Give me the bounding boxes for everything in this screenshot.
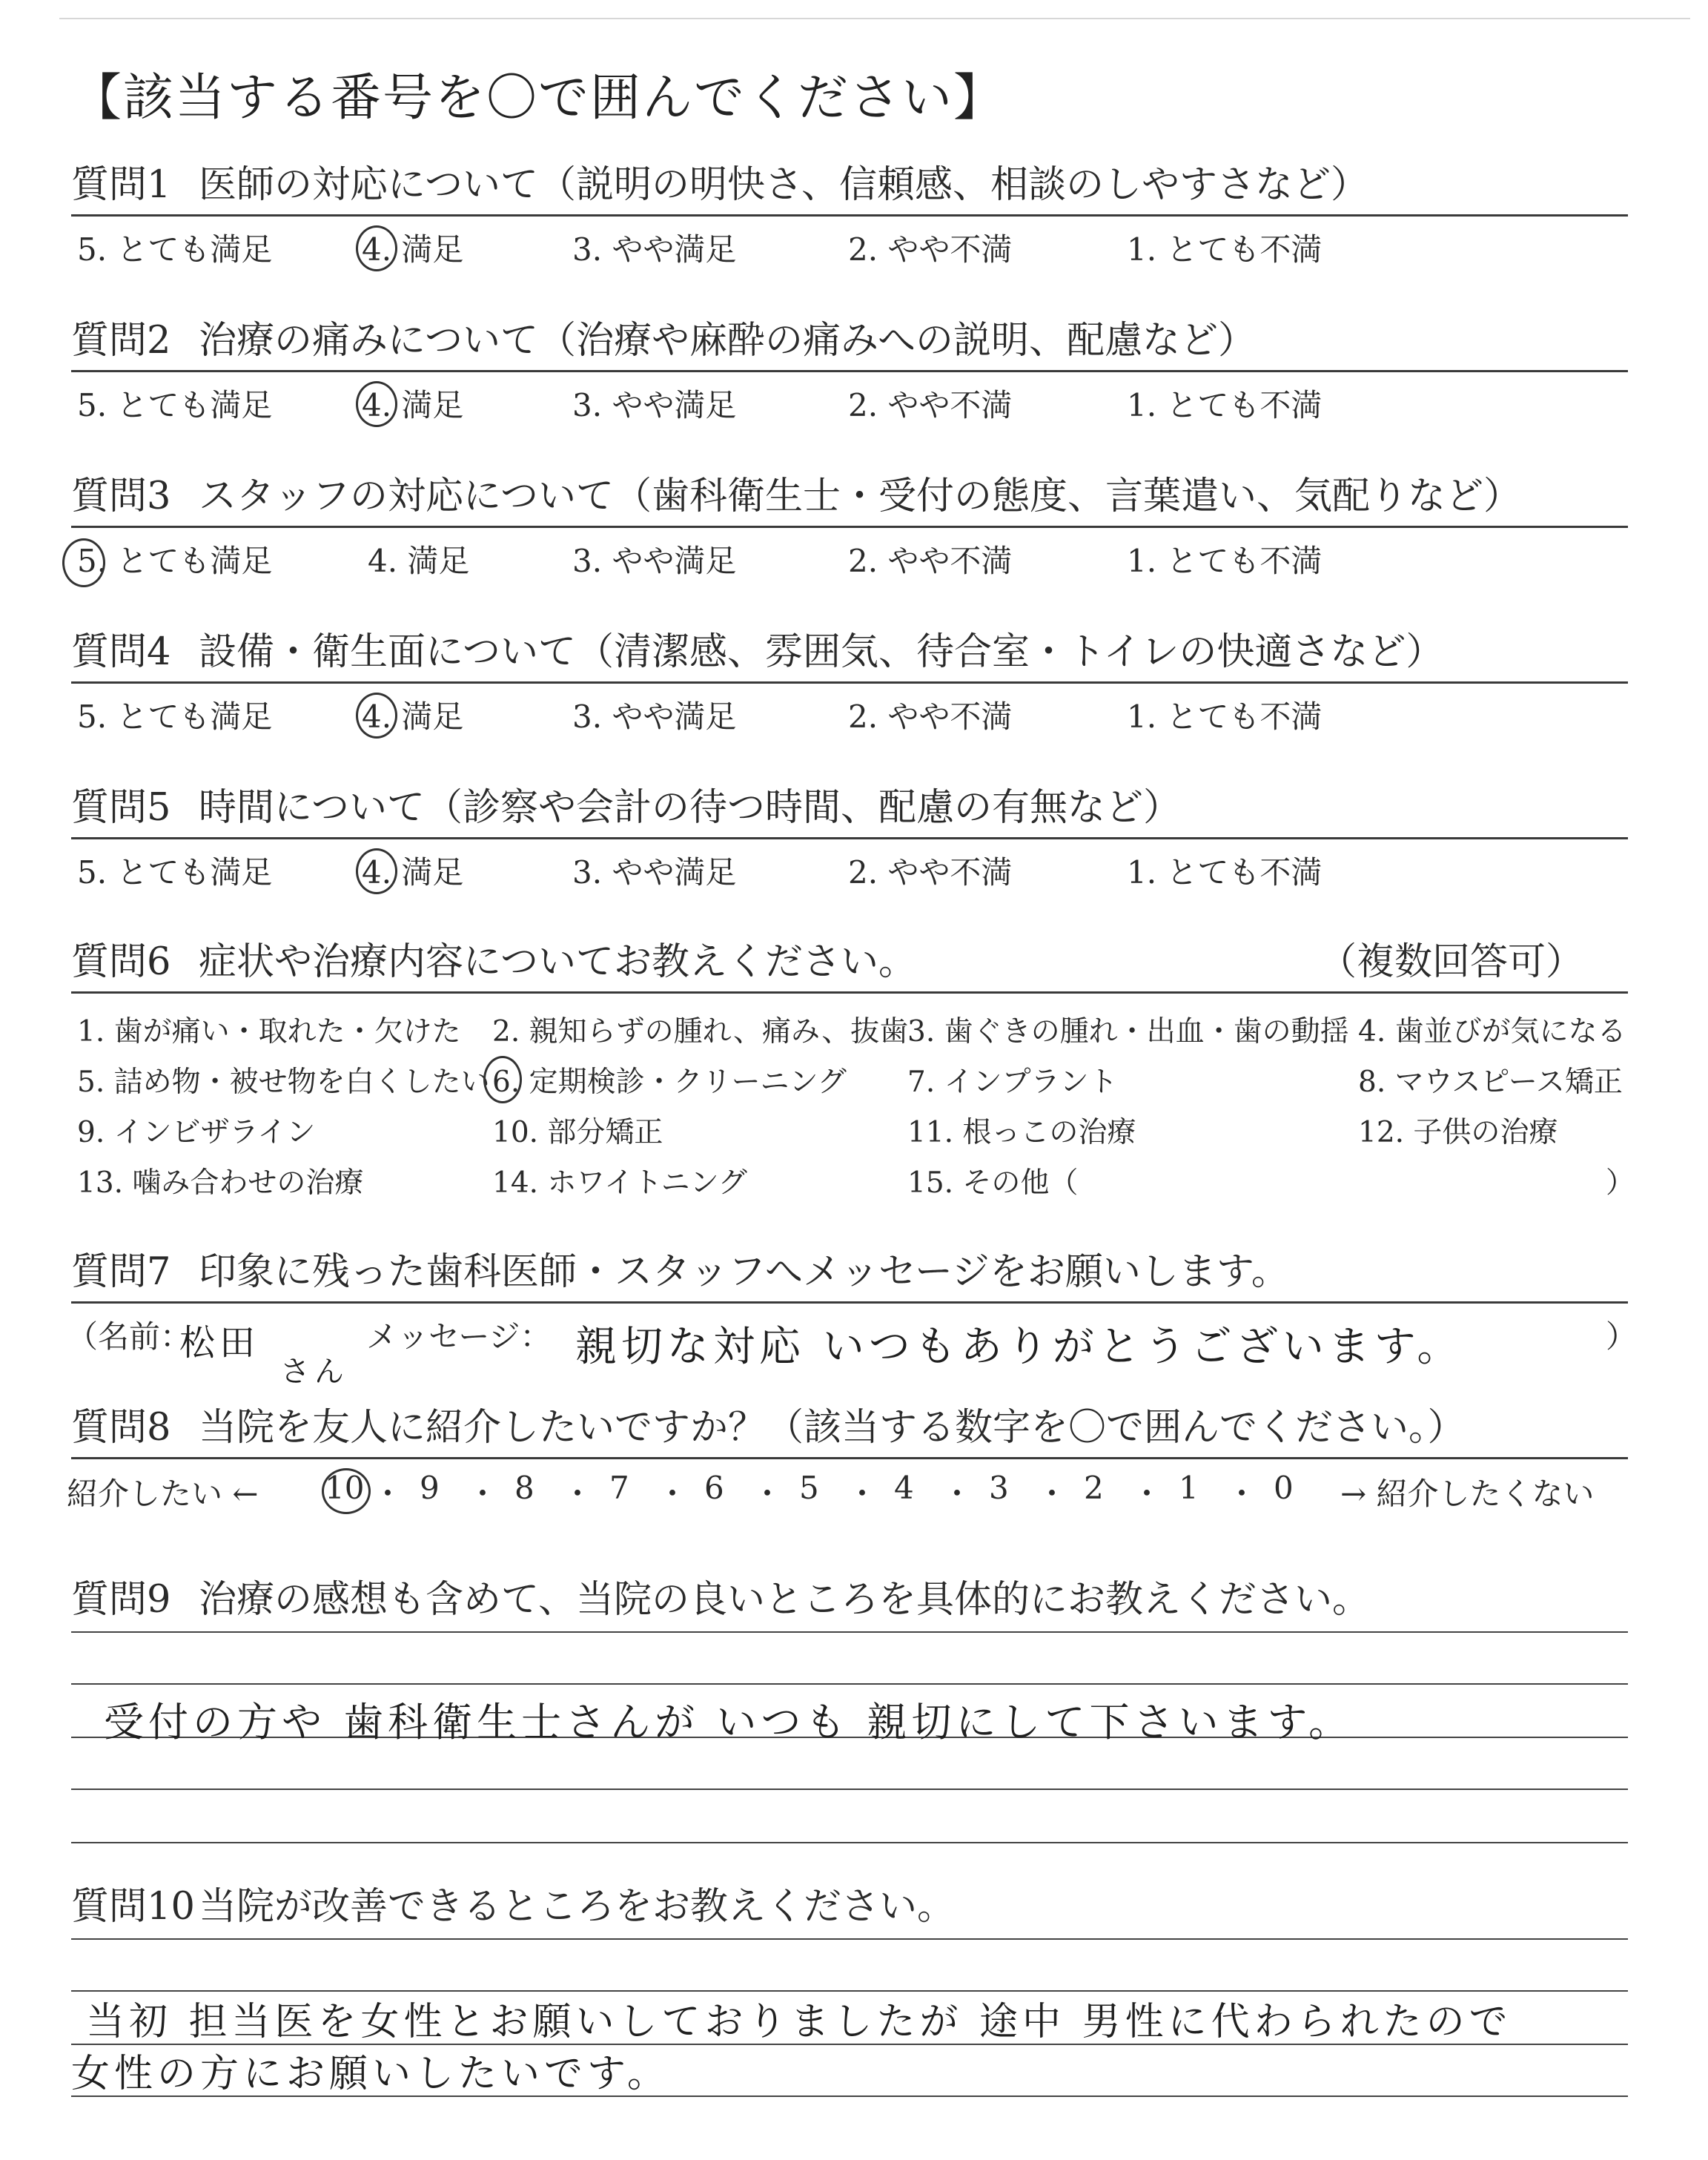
- question-number: 質問1: [71, 163, 171, 207]
- selection-circle: [356, 693, 397, 739]
- question-number: 質問10: [71, 1885, 195, 1929]
- option-3[interactable]: 3. やや満足: [572, 387, 737, 423]
- question-10: [71, 1885, 1628, 2096]
- scale-separator: ・: [657, 1476, 689, 1512]
- option-3[interactable]: 3. やや満足: [572, 698, 737, 735]
- option-3[interactable]: 3. やや満足: [572, 854, 737, 891]
- scale-separator: ・: [372, 1476, 404, 1512]
- recommend-right-label: → 紹介したくない: [1340, 1476, 1595, 1512]
- page-title: 【該当する番号を〇で囲んでください】: [71, 69, 1006, 128]
- name-suffix: さん: [280, 1355, 348, 1389]
- question-number: 質問4: [71, 630, 171, 674]
- question-text: 症状や治療内容についてお教えください。: [199, 940, 916, 984]
- question-text: 治療の痛みについて（治療や麻酔の痛みへの説明、配慮など）: [199, 319, 1256, 363]
- question-8: [67, 1406, 1628, 1512]
- option-1[interactable]: 1. とても不満: [1127, 387, 1323, 423]
- rule: [71, 681, 1628, 684]
- symptom-option-3[interactable]: 3. 歯ぐきの腫れ・出血・歯の動揺: [907, 1015, 1349, 1048]
- writing-line: [71, 1842, 1628, 1843]
- scale-value-1[interactable]: 1: [1179, 1470, 1199, 1506]
- question-number: 質問3: [71, 475, 171, 518]
- writing-line: [71, 1683, 1628, 1685]
- question-1: [71, 163, 1628, 268]
- option-2[interactable]: 2. やや不満: [848, 231, 1013, 268]
- rule: [71, 214, 1628, 217]
- option-5[interactable]: 5. とても満足: [77, 543, 273, 579]
- option-1[interactable]: 1. とても不満: [1127, 231, 1323, 268]
- question-9: [71, 1578, 1628, 1745]
- rule: [71, 370, 1628, 372]
- scale-separator: ・: [562, 1476, 594, 1512]
- scale-separator: ・: [847, 1476, 878, 1512]
- symptom-option-14[interactable]: 14. ホワイトニング: [492, 1166, 747, 1200]
- rule: [71, 526, 1628, 528]
- question-number: 質問9: [71, 1578, 171, 1622]
- question-6: [71, 940, 1635, 1200]
- question-number: 質問2: [71, 319, 171, 363]
- scale-value-3[interactable]: 3: [989, 1470, 1009, 1506]
- selection-circle: [356, 225, 397, 271]
- recommend-left-label: 紹介したい ←: [67, 1476, 259, 1512]
- writing-line: [71, 1938, 1628, 1940]
- symptom-option-7[interactable]: 7. インプラント: [907, 1066, 1118, 1099]
- scale-value-5[interactable]: 5: [799, 1470, 819, 1506]
- top-border: [59, 18, 1690, 19]
- option-3[interactable]: 3. やや満足: [572, 543, 737, 579]
- question-7: [67, 1250, 1638, 1389]
- option-5[interactable]: 5. とても満足: [77, 387, 273, 423]
- other-close-paren: ）: [1606, 1166, 1635, 1200]
- option-3[interactable]: 3. やや満足: [572, 231, 737, 268]
- scale-separator: ・: [752, 1476, 784, 1512]
- question-5: [71, 786, 1628, 891]
- symptom-option-1[interactable]: 1. 歯が痛い・取れた・欠けた: [77, 1015, 461, 1048]
- scale-separator: ・: [467, 1476, 499, 1512]
- symptom-option-11[interactable]: 11. 根っこの治療: [907, 1116, 1136, 1149]
- symptom-option-12[interactable]: 12. 子供の治療: [1358, 1116, 1558, 1149]
- scale-separator: ・: [941, 1476, 973, 1512]
- question-number: 質問7: [71, 1250, 171, 1294]
- symptom-option-5[interactable]: 5. 詰め物・被せ物を白くしたい: [77, 1066, 490, 1099]
- question-number: 質問5: [71, 786, 171, 830]
- rule: [71, 991, 1628, 994]
- name-label: （名前：: [67, 1318, 192, 1355]
- symptom-option-8[interactable]: 8. マウスピース矯正: [1358, 1066, 1623, 1099]
- selection-circle: [62, 538, 105, 587]
- scale-value-10[interactable]: 10: [325, 1470, 365, 1506]
- question-text: 時間について（診察や会計の待つ時間、配慮の有無など）: [199, 786, 1181, 830]
- option-1[interactable]: 1. とても不満: [1127, 854, 1323, 891]
- option-1[interactable]: 1. とても不満: [1127, 543, 1323, 579]
- selection-circle: [356, 848, 397, 894]
- message-value[interactable]: 親切な対応 いつもありがとうございます。: [575, 1323, 1463, 1371]
- option-4[interactable]: 4. 満足: [362, 231, 464, 268]
- symptom-option-15[interactable]: 15. その他（: [907, 1166, 1079, 1200]
- scale-separator: ・: [1131, 1476, 1163, 1512]
- option-1[interactable]: 1. とても不満: [1127, 698, 1323, 735]
- symptom-option-9[interactable]: 9. インビザライン: [77, 1116, 316, 1149]
- scale-value-2[interactable]: 2: [1084, 1470, 1104, 1506]
- message-label: メッセージ：: [366, 1318, 552, 1355]
- question-number: 質問6: [71, 940, 171, 984]
- question-text: 設備・衛生面について（清潔感、雰囲気、待合室・トイレの快適さなど）: [199, 630, 1444, 674]
- name-value[interactable]: 松田: [179, 1322, 260, 1364]
- multi-answer-note: （複数回答可）: [1318, 940, 1583, 984]
- selection-circle: [322, 1468, 371, 1514]
- question-text: 当院が改善できるところをお教えください。: [199, 1885, 956, 1929]
- symptom-option-6[interactable]: 6. 定期検診・クリーニング: [492, 1066, 847, 1099]
- question-text: 当院を友人に紹介したいですか？（該当する数字を〇で囲んでください。）: [199, 1406, 1466, 1450]
- writing-line: [71, 1789, 1628, 1790]
- option-4[interactable]: 4. 満足: [362, 387, 464, 423]
- question-number: 質問8: [71, 1406, 171, 1450]
- scale-value-0[interactable]: 0: [1274, 1470, 1294, 1506]
- selection-circle: [483, 1056, 522, 1103]
- symptom-option-13[interactable]: 13. 噛み合わせの治療: [77, 1166, 364, 1200]
- rule: [71, 1457, 1628, 1459]
- option-2[interactable]: 2. やや不満: [848, 854, 1013, 891]
- option-4[interactable]: 4. 満足: [362, 698, 464, 735]
- selection-circle: [356, 381, 397, 427]
- scale-value-4[interactable]: 4: [894, 1470, 914, 1506]
- option-2[interactable]: 2. やや不満: [848, 543, 1013, 579]
- option-2[interactable]: 2. やや不満: [848, 698, 1013, 735]
- message-close-paren: ）: [1606, 1318, 1638, 1355]
- option-5[interactable]: 5. とても満足: [77, 854, 273, 891]
- question-2: [71, 319, 1628, 423]
- option-4[interactable]: 4. 満足: [368, 543, 470, 579]
- scale-value-7[interactable]: 7: [609, 1470, 629, 1506]
- question-4: [71, 630, 1628, 735]
- scale-value-6[interactable]: 6: [704, 1470, 724, 1506]
- improvement-answer-line-2[interactable]: 女性の方にお願いしたいです。: [71, 2052, 670, 2096]
- scale-value-9[interactable]: 9: [420, 1470, 440, 1506]
- question-text: 印象に残った歯科医師・スタッフへメッセージをお願いします。: [199, 1250, 1289, 1294]
- symptom-option-4[interactable]: 4. 歯並びが気になる: [1358, 1015, 1626, 1048]
- improvement-answer-line-1[interactable]: 当初 担当医を女性とお願いしておりましたが 途中 男性に代わられたので: [86, 2000, 1512, 2044]
- question-3: [71, 475, 1628, 579]
- option-5[interactable]: 5. とても満足: [77, 231, 273, 268]
- option-5[interactable]: 5. とても満足: [77, 698, 273, 735]
- symptom-option-2[interactable]: 2. 親知らずの腫れ、痛み、抜歯: [492, 1015, 909, 1048]
- good-points-answer[interactable]: 受付の方や 歯科衛生士さんが いつも 親切にして下さいます。: [104, 1699, 1354, 1745]
- option-4[interactable]: 4. 満足: [362, 854, 464, 891]
- question-text: 治療の感想も含めて、当院の良いところを具体的にお教えください。: [199, 1578, 1370, 1622]
- rule: [71, 1301, 1628, 1304]
- question-text: スタッフの対応について（歯科衛生士・受付の態度、言葉遣い、気配りなど）: [199, 475, 1521, 518]
- scale-value-8[interactable]: 8: [514, 1470, 534, 1506]
- scale-separator: ・: [1226, 1476, 1258, 1512]
- writing-line: [71, 1631, 1628, 1633]
- symptom-option-10[interactable]: 10. 部分矯正: [492, 1116, 663, 1149]
- scale-separator: ・: [1036, 1476, 1068, 1512]
- option-2[interactable]: 2. やや不満: [848, 387, 1013, 423]
- question-text: 医師の対応について（説明の明快さ、信頼感、相談のしやすさなど）: [199, 163, 1368, 207]
- rule: [71, 837, 1628, 839]
